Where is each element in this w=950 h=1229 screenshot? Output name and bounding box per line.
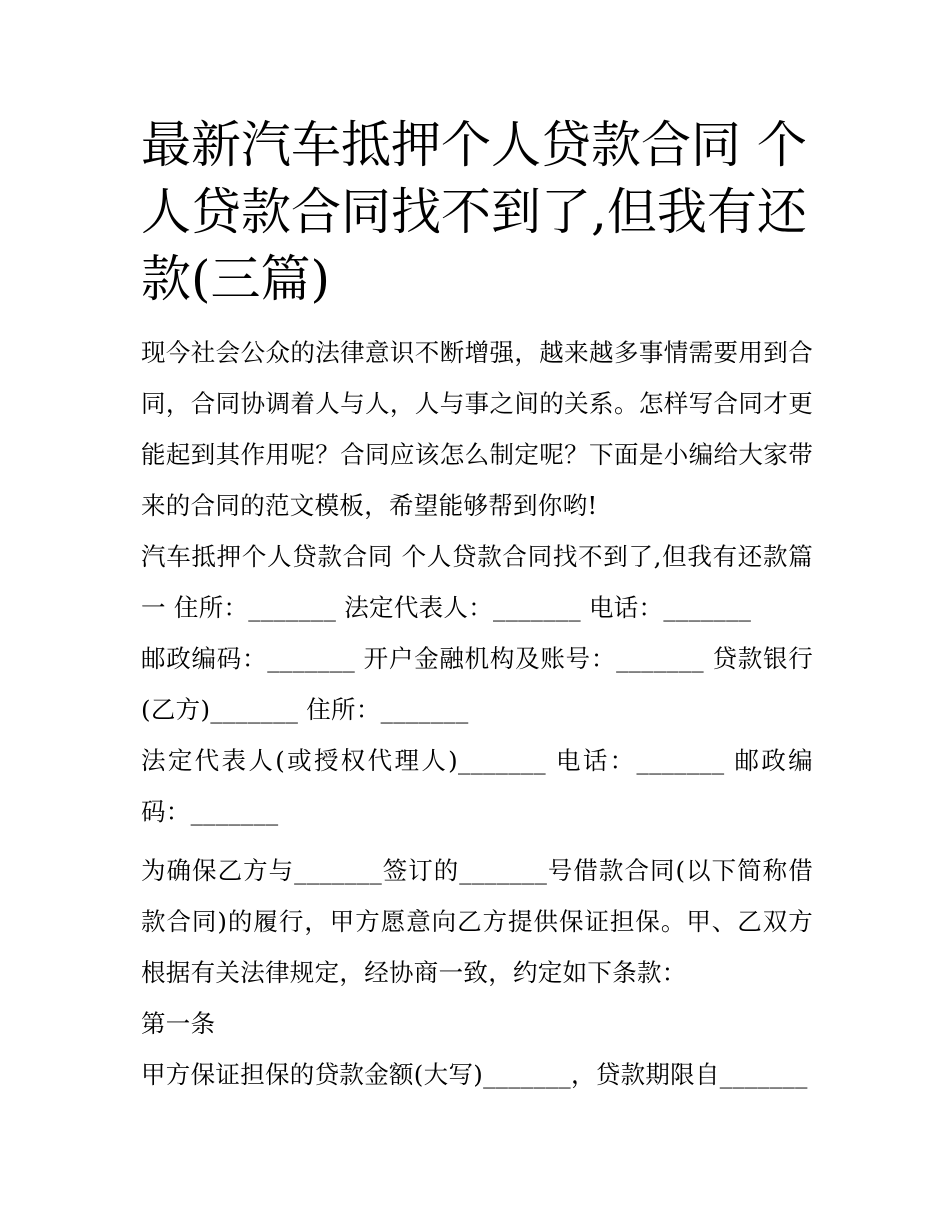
- loan-amount-paragraph: 甲方保证担保的贷款金额(大写)_______，贷款期限自_______: [141, 1060, 808, 1089]
- intro-paragraph: 现今社会公众的法律意识不断增强，越来越多事情需要用到合同，合同协调着人与人，人与事之间的关系。怎样写合同才更能起到其作用呢？合同应该怎么制定呢？下面是小编给大家带来的合同的范文模板，希望能够帮到你哟!: [141, 338, 813, 520]
- contract-heading-paragraph: 汽车抵押个人贷款合同 个人贷款合同找不到了,但我有还款篇一 住所：_______ 法定代表人：_______ 电话：_______: [141, 542, 813, 622]
- document-title: 最新汽车抵押个人贷款合同 个人贷款合同找不到了,但我有还款(三篇): [141, 116, 807, 308]
- postal-code-paragraph: 邮政编码：_______ 开户金融机构及账号：_______ 贷款银行(乙方)_______ 住所：_______: [141, 644, 813, 724]
- guarantee-purpose-paragraph: 为确保乙方与_______签订的_______号借款合同(以下简称借款合同)的履行，甲方愿意向乙方提供保证担保。甲、乙双方根据有关法律规定，经协商一致，约定如下条款：: [141, 856, 813, 987]
- legal-representative-paragraph: 法定代表人(或授权代理人)_______ 电话：_______ 邮政编码：_______: [141, 746, 813, 826]
- document-page: [141, 112, 813, 1100]
- article-one-heading: 第一条: [141, 1009, 216, 1038]
